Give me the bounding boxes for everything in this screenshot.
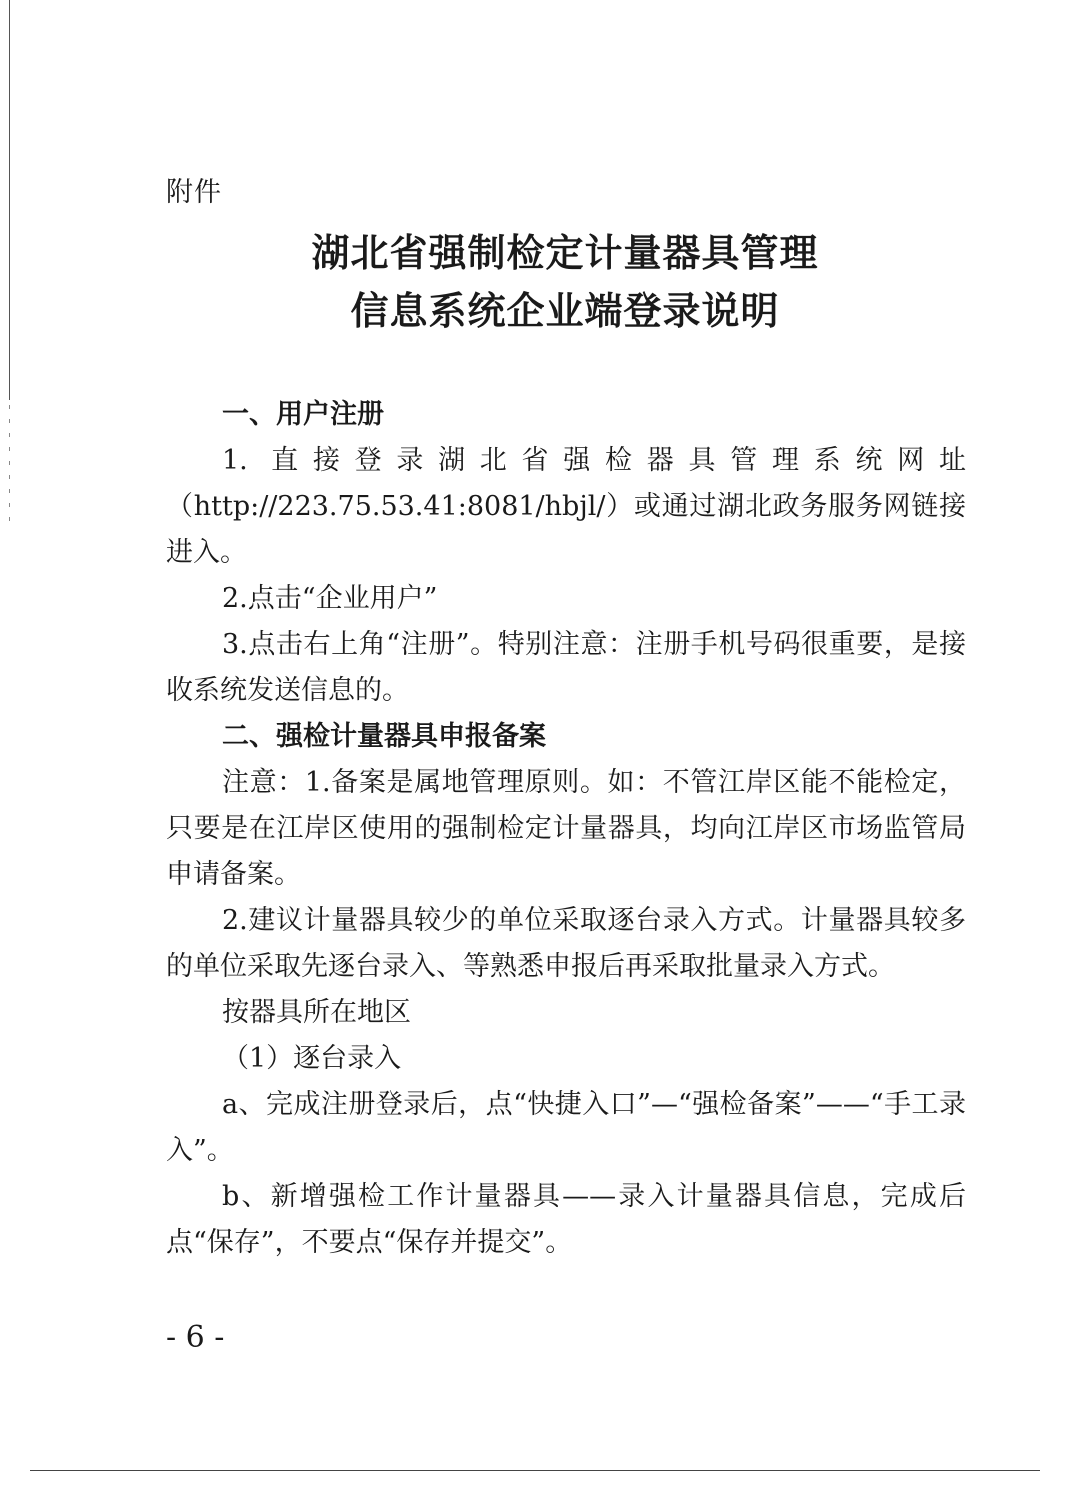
section-2-paragraph-3: 按器具所在地区 [222, 997, 411, 1028]
section-1-heading: 一、用户注册 [222, 399, 384, 430]
section-2-paragraph-5: a、完成注册登录后，点“快捷入口”—“强检备案”——“手工录入”。 [166, 1089, 966, 1166]
document-title-line-1: 湖北省强制检定计量器具管理 [311, 231, 819, 275]
section-1-paragraph-1: 1. 直接登录湖北省强检器具管理系统网址（http://223.75.53.41:8081/hbjl/）或通过湖北政务服务网链接进入。 [166, 445, 966, 568]
section-1-paragraph-3: 3.点击右上角“注册”。特别注意：注册手机号码很重要，是接收系统发送信息的。 [166, 629, 966, 706]
section-2-paragraph-6: b、新增强检工作计量器具——录入计量器具信息，完成后点“保存”，不要点“保存并提交”。 [166, 1181, 966, 1258]
section-2-paragraph-1: 注意：1.备案是属地管理原则。如：不管江岸区能不能检定，只要是在江岸区使用的强制检定计量器具，均向江岸区市场监管局申请备案。 [166, 767, 966, 890]
section-1-paragraph-2: 2.点击“企业用户” [222, 583, 438, 614]
document-title-line-2: 信息系统企业端登录说明 [350, 289, 780, 333]
scan-bottom-rule [30, 1470, 1040, 1471]
scan-edge-line [9, 0, 10, 400]
attachment-label: 附件 [166, 177, 222, 208]
document-body [166, 392, 966, 1266]
section-2-paragraph-4: （1）逐台录入 [222, 1043, 402, 1074]
scan-edge-dots [9, 405, 10, 525]
page-number: - 6 - [166, 1320, 225, 1355]
section-2-heading: 二、强检计量器具申报备案 [222, 721, 546, 752]
section-2-paragraph-2: 2.建议计量器具较少的单位采取逐台录入方式。计量器具较多的单位采取先逐台录入、等熟悉申报后再采取批量录入方式。 [166, 905, 966, 982]
